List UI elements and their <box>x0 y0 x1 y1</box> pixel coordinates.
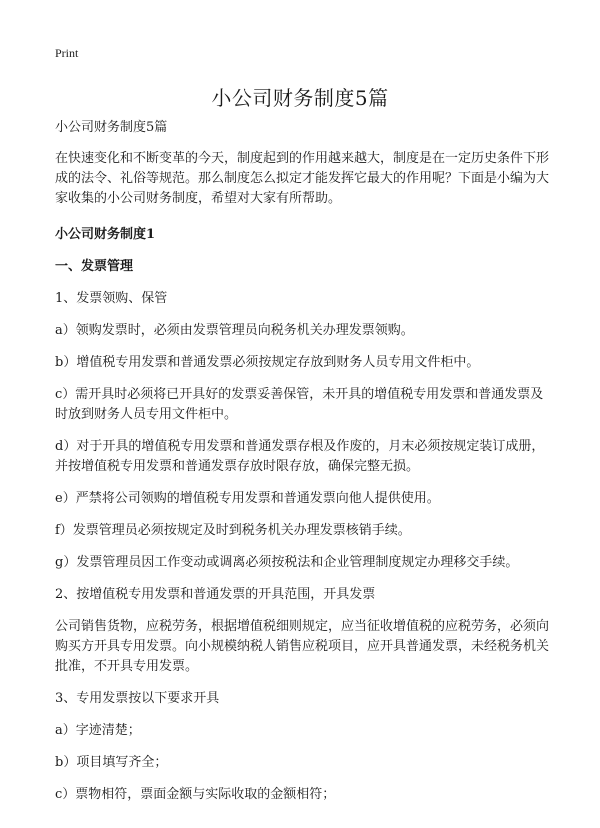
list-item: c）票物相符，票面金额与实际收取的金额相符； <box>55 787 336 802</box>
page-title: 小公司财务制度5篇 <box>211 86 389 110</box>
list-heading: 3、专用发票按以下要求开具 <box>55 691 220 706</box>
list-heading: 2、按增值税专用发票和普通发票的开具范围，开具发票 <box>55 587 376 602</box>
list-item: f）发票管理员必须按规定及时到税务机关办理发票核销手续。 <box>55 523 411 538</box>
print-link[interactable]: Print <box>55 46 79 60</box>
document-body <box>55 118 555 805</box>
section-heading: 小公司财务制度1 <box>55 227 156 242</box>
list-heading: 1、发票领购、保管 <box>55 291 168 306</box>
list-item: e）严禁将公司领购的增值税专用发票和普通发票向他人提供使用。 <box>55 491 440 506</box>
list-item: b）增值税专用发票和普通发票必须按规定存放到财务人员专用文件柜中。 <box>55 355 480 370</box>
list-item: a）字迹清楚； <box>55 723 141 738</box>
subtitle-paragraph: 小公司财务制度5篇 <box>55 120 168 135</box>
subsection-heading: 一、发票管理 <box>55 259 134 274</box>
list-item: c）需开具时必须将已开具好的发票妥善保管，未开具的增值税专用发票和普通发票及时放到财务人员专用文件柜中。 <box>55 387 544 422</box>
list-item: a）领购发票时，必须由发票管理员向税务机关办理发票领购。 <box>55 323 414 338</box>
list-item: b）项目填写齐全； <box>55 755 168 770</box>
body-paragraph: 公司销售货物，应税劳务，根据增值税细则规定，应当征收增值税的应税劳务，必须向购买方开具专用发票。向小规模纳税人销售应税项目，应开具普通发票，未经税务机关批准，不开具专用发票。 <box>55 619 550 674</box>
intro-paragraph: 在快速变化和不断变革的今天，制度起到的作用越来越大，制度是在一定历史条件下形成的法令、礼俗等规范。那么制度怎么拟定才能发挥它最大的作用呢？下面是小编为大家收集的小公司财务制度，希望对大家有所帮助。 <box>55 151 550 206</box>
list-item: d）对于开具的增值税专用发票和普通发票存根及作废的，月末必须按规定装订成册，并按增值税专用发票和普通发票存放时限存放，确保完整无损。 <box>55 439 545 474</box>
list-item: g）发票管理员因工作变动或调离必须按税法和企业管理制度规定办理移交手续。 <box>55 555 519 570</box>
